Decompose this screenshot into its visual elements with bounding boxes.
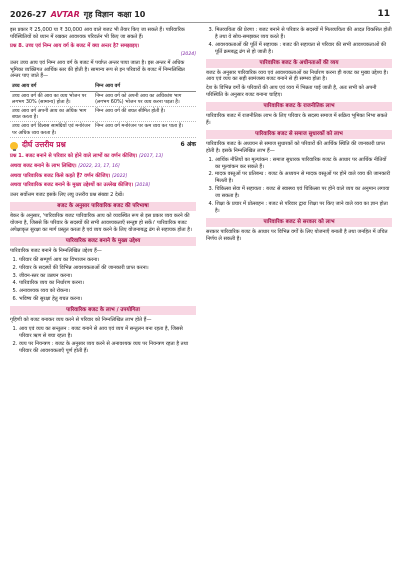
- alternate-year-tag: [2018]: [134, 183, 150, 189]
- subheading-band: पारिवारिक बजट के राजनीतिक लाभ: [206, 102, 392, 111]
- alternate-question: अथवा पारिवारिक बजट किसे कहते हैं? वर्णन कीजिए।: [10, 172, 111, 179]
- objectives-list: [10, 257, 196, 303]
- question-8-year-tag: [2024]: [180, 51, 196, 57]
- list-item: 3. मितव्ययिता की प्रेरणा : बजट बनाने से परिवार के सदस्यों में मितव्ययिता की आदत विकसित होती है तथा वे सोच-समझकर व्यय करते हैं।: [215, 27, 392, 41]
- list-item: 3. जीवन-स्तर का उन्नयन करना।: [19, 273, 196, 280]
- table-header: निम्न आय वर्ग: [93, 82, 196, 91]
- class-label: कक्षा 10: [117, 9, 146, 19]
- subheading-band: पारिवारिक बजट बनाने के मुख्य उद्देश्य: [10, 237, 196, 246]
- benefits-list: [10, 326, 196, 355]
- subject-title: गृह विज्ञान: [83, 9, 114, 19]
- subheading-band: पारिवारिक बजट से सरकार को लाभ: [206, 218, 392, 227]
- table-header: उच्च आय वर्ग: [10, 82, 93, 91]
- objectives-intro: पारिवारिक बजट बनाने के निम्नलिखित उद्देश्य हैं—: [10, 247, 102, 254]
- section-marks: 6 अंक: [180, 141, 196, 149]
- page-number: 11: [377, 9, 390, 19]
- right-column: [206, 27, 392, 245]
- question-1-year-tag: [2017, 13]: [139, 153, 164, 159]
- table-row: उच्च आय वर्ग अपनी आय का अधिक भाग बचत करता है। निम्न आय वर्ग की बचत सीमित होती है।: [10, 106, 196, 121]
- subheading-band: पारिवारिक बजट के अधीनताओं की व्यय: [206, 59, 392, 68]
- list-item: 1. आय एवं व्यय का सन्तुलन : बजट बनाने से आय एवं व्यय में सन्तुलन बना रहता है, जिससे परिवार ऋण से बचा रहता है।: [19, 326, 196, 340]
- list-item: 1. आर्थिक नीतियों का मूल्यांकन : समाज सुधारक पारिवारिक बजट के आधार पर आर्थिक नीतियों का मूल्यांकन कर सकते हैं।: [215, 157, 392, 171]
- paragraph: देश के विभिन्न वर्गों के परिवारों की आय एवं व्यय में भिन्नता पाई जाती है, अतः सभी को अपनी परिस्थिति के अनुसार बजट बनाना चाहिए।: [206, 85, 377, 99]
- list-item: 4. पारिवारिक व्यय का निर्धारण करना।: [19, 280, 196, 287]
- answer-1: उत्तर सर्वोत्तम बजट इसके लिए लघु उत्तरीय प्रश्न संख्या 2 देखें।: [10, 192, 124, 199]
- paragraph: पारिवारिक बजट के अध्ययन से समाज सुधारकों को परिवारों की आर्थिक स्थिति की जानकारी प्राप्त होती है। इसके निम्नलिखित लाभ हैं—: [206, 140, 385, 154]
- header-divider: [10, 22, 390, 23]
- section-heading: [10, 142, 196, 150]
- list-item: 2. परिवार के सदस्यों की विभिन्न आवश्यकताओं की जानकारी प्राप्त करना।: [19, 265, 196, 272]
- list-item: 4. आवश्यकताओं की पूर्ति में सहायक : बजट की सहायता से परिवार की सभी आवश्यकताओं की पूर्ति क्रमबद्ध ढंग से हो जाती है।: [215, 42, 392, 56]
- list-item: 2. मादक वस्तुओं पर प्रतिबन्ध : बजट के अध्ययन से मादक वस्तुओं पर होने वाले व्यय की जानकारी मिलती है।: [215, 171, 392, 185]
- alternate-year-tag: [2022]: [111, 173, 128, 179]
- question-1: प्रश्न 1. बजट बनाने से परिवार को होने वाले लाभों का वर्णन कीजिए।: [10, 152, 138, 159]
- social-benefits-list: [206, 157, 392, 215]
- list-item: 3. चिकित्सा सेवा में सहायता : बजट से स्वास्थ्य एवं चिकित्सा पर होने वाले व्यय का अनुमान लगाया जा सकता है।: [215, 186, 392, 200]
- paragraph: बजट के अनुसार पारिवारिक व्यय एवं आवश्यकताओं का निर्धारण करना ही बजट का मुख्य उद्देश्य है। आय एवं व्यय का सही सामंजस्य बजट बनाने से ही सम्भव होता है।: [206, 69, 389, 83]
- subheading-band: बजट के अनुसार पारिवारिक बजट की परिभाषा: [10, 202, 196, 211]
- paragraph: सरकार पारिवारिक बजट के आधार पर विभिन्न वर्गों के लिए योजनाएँ बनाती है तथा जनहित में उचित निर्णय ले सकती है।: [206, 228, 388, 242]
- subheading-band: पारिवारिक बजट से समाज सुधारकों को लाभ: [206, 130, 392, 139]
- list-item: 4. शिक्षा के प्रचार में प्रोत्साहन : बजट से परिवार द्वारा शिक्षा पर किए जाने वाले व्यय का ज्ञान होता है।: [215, 201, 392, 215]
- list-item: 6. भविष्य की सुरक्षा हेतु बचत करना।: [19, 296, 196, 303]
- bulb-icon: [10, 142, 18, 150]
- answer-8: उत्तर उच्च आय एवं निम्न आय वर्ग के बजट में पर्याप्त अन्तर पाया जाता है। इस अन्तर में अधिक भूमिका व्यक्तिगत आर्थिक स्तर की होती है। सामान्य रूप से इन परिवारों के बजट में निम्नलिखित अन्तर पाए जाते हैं—: [10, 59, 185, 80]
- page-header: [10, 6, 390, 22]
- alternate-year-tag: [2022, 23, 17, 16]: [78, 163, 120, 169]
- income-comparison-table: [10, 82, 196, 137]
- table-row: उच्च आय वर्ग की आय का व्यय भोजन पर लगभग 30% (सामान्य) होता है। निम्न आय वर्ग को अपनी आय का अधिकांश भाग (लगभग 60%) भोजन पर व्यय करना पड़ता है।: [10, 91, 196, 106]
- benefits-list-continued: [206, 27, 392, 56]
- list-item: 5. अनावश्यक व्यय को रोकना।: [19, 288, 196, 295]
- list-item: 2. व्यय पर नियन्त्रण : बजट के अनुसार व्यय करने से अनावश्यक व्यय पर नियन्त्रण रहता है तथा परिवार की आवश्यकताएँ पूर्ण होती हैं।: [19, 341, 196, 355]
- alternate-question: अथवा पारिवारिक बजट बनाने के मुख्य उद्देश्यों का उल्लेख कीजिए।: [10, 182, 134, 189]
- table-row: उच्च आय वर्ग विलास सामग्रियों एवं मनोरंजन पर अधिक व्यय करता है। निम्न आय वर्ग मनोरंजन पर कम व्यय कर पाता है।: [10, 122, 196, 137]
- intro-paragraph: इस प्रकार ₹ 25,000 या ₹ 30,000 आय वाले बजट भी तैयार किए जा सकते हैं। पारिवारिक परिस्थितियों को ध्यान में रखकर आवश्यक परिवर्तन भी किए जा सकते हैं।: [10, 27, 185, 40]
- session-label: 2026-27: [10, 9, 47, 19]
- alternate-question: अथवा बजट बनाने के लाभ लिखिए।: [10, 162, 77, 169]
- list-item: 1. परिवार की सम्पूर्ण आय का विभाजन करना।: [19, 257, 196, 264]
- paragraph: पारिवारिक बजट में राजनीतिक लाभ के लिए परिवार के सदस्य समाज में सक्रिय भूमिका निभा सकते हैं।: [206, 113, 388, 126]
- benefits-intro: गृहिणी को बजट बनाकर व्यय करने से परिवार को निम्नलिखित लाभ होते हैं—: [10, 317, 152, 324]
- question-8: प्रश्न 8. उच्च एवं निम्न आय वर्ग के बजट में क्या अन्तर है? समझाइए।: [10, 42, 140, 49]
- subheading-band: पारिवारिक बजट के लाभ / उपयोगिता: [10, 306, 196, 315]
- section-title: दीर्घ उत्तरीय प्रश्न: [22, 140, 66, 150]
- definition-paragraph: बेकर के अनुसार, 'पारिवारिक बजट पारिवारिक आय को व्यवस्थित रूप से इस प्रकार व्यय करने की योजना है, जिससे कि परिवार के सदस्यों की सभी आवश्यकताएँ सन्तुष्ट हो सकें।' पारिवारिक बजट अपेक्षाकृत सुरक्षा का मार्ग प्रस्तुत करता है एवं व्यय करने के लिए योजनाबद्ध ढंग से सहायक होता है।: [10, 213, 192, 234]
- brand-logo: AVTAR: [50, 9, 80, 19]
- left-column: [10, 27, 196, 357]
